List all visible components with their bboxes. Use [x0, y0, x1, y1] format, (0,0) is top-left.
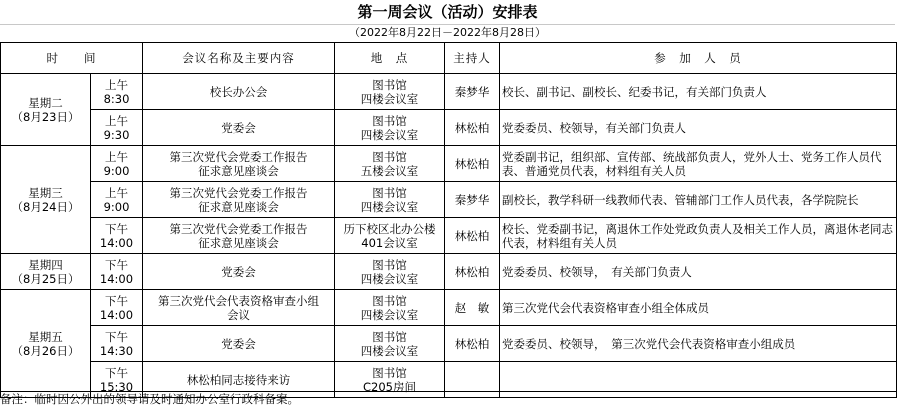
host-cell: 赵 敏 [445, 290, 500, 326]
location-cell [335, 110, 445, 146]
host-cell: 林松柏 [445, 218, 500, 254]
time-cell [91, 110, 143, 146]
location-cell [335, 182, 445, 218]
day-cell [1, 146, 91, 254]
meeting-line: 第三次党代会党委工作报告 [169, 185, 308, 200]
meeting-line: 党委会 [221, 264, 256, 279]
meeting-line: 第三次党代会代表资格审查小组 [158, 293, 319, 308]
period: 上午 [105, 77, 128, 92]
period: 下午 [105, 293, 128, 308]
meeting-line: 林松柏同志接待来访 [186, 372, 291, 387]
host-cell: 林松柏 [445, 254, 500, 290]
table-row [1, 146, 897, 182]
time-cell [91, 326, 143, 362]
time-cell [91, 290, 143, 326]
time: 14:00 [99, 307, 134, 322]
day-date: （8月24日） [11, 199, 80, 214]
attendees-cell: 党委委员、校领导， 第三次党代会代表资格审查小组成员 [500, 326, 897, 362]
time-cell [91, 254, 143, 290]
sheet-title: 第一周会议（活动）安排表 [0, 0, 895, 25]
attendees-cell: 第三次党代会代表资格审查小组全体成员 [500, 290, 897, 326]
host-cell: 林松柏 [445, 326, 500, 362]
time: 9:30 [103, 127, 130, 142]
location-line: 四楼会议室 [360, 271, 419, 286]
footnote: 备注：临时因公外出的领导请及时通知办公室行政科备案。 [0, 391, 897, 406]
host-cell: 林松柏 [445, 110, 500, 146]
meeting-line: 校长办公会 [209, 84, 268, 99]
location-cell [335, 254, 445, 290]
day-cell [1, 254, 91, 290]
time: 9:00 [103, 199, 130, 214]
day-date: （8月23日） [11, 109, 80, 124]
header-location: 地 点 [335, 43, 445, 74]
header-attendees: 参 加 人 员 [500, 43, 897, 74]
host-cell: 林松柏 [445, 146, 500, 182]
attendees-cell: 校长、党委副书记，离退休工作处党政负责人及相关工作人员，离退休老同志代表，材料组有关人员 [500, 218, 897, 254]
schedule-table [0, 42, 897, 398]
period: 下午 [105, 329, 128, 344]
meeting-cell [143, 290, 335, 326]
meeting-cell [143, 74, 335, 110]
meeting-cell [143, 326, 335, 362]
period: 下午 [105, 365, 128, 380]
time: 9:00 [103, 163, 130, 178]
header-meeting: 会议名称及主要内容 [143, 43, 335, 74]
location-line: 历下校区北办公楼 [343, 221, 436, 236]
day-name: 星期二 [28, 95, 63, 110]
meeting-cell [143, 182, 335, 218]
time: 14:30 [99, 343, 134, 358]
period: 上午 [105, 149, 128, 164]
location-line: 四楼会议室 [360, 199, 419, 214]
attendees-cell: 副校长，教学科研一线教师代表、管辅部门工作人员代表，各学院院长 [500, 182, 897, 218]
attendees-cell: 党委副书记，组织部、宣传部、统战部负责人，党外人士、党务工作人员代表、普通党员代表，材料组有关人员 [500, 146, 897, 182]
location-cell [335, 218, 445, 254]
period: 上午 [105, 113, 128, 128]
header-row [1, 43, 897, 74]
location-line: 401会议室 [361, 235, 418, 250]
day-name: 星期四 [28, 257, 63, 272]
date-range: （2022年8月22日－2022年8月28日） [349, 26, 546, 39]
location-cell [335, 74, 445, 110]
host-cell: 秦梦华 [445, 74, 500, 110]
day-cell [1, 74, 91, 146]
table-row [1, 218, 897, 254]
host-cell: 秦梦华 [445, 182, 500, 218]
location-line: 四楼会议室 [360, 91, 419, 106]
table-row [1, 74, 897, 110]
meeting-cell [143, 218, 335, 254]
meeting-line: 征求意见座谈会 [198, 163, 279, 178]
location-line: C205房间 [363, 379, 416, 394]
time: 15:30 [99, 379, 134, 394]
location-line: 图书馆 [372, 185, 407, 200]
location-line: 四楼会议室 [360, 127, 419, 142]
day-date: （8月26日） [11, 343, 80, 358]
meeting-line: 第三次党代会党委工作报告 [169, 149, 308, 164]
location-cell [335, 290, 445, 326]
header-time: 时 间 [1, 43, 143, 74]
location-line: 图书馆 [372, 77, 407, 92]
period: 上午 [105, 185, 128, 200]
table-row [1, 110, 897, 146]
attendees-cell: 校长、副书记、副校长、纪委书记，有关部门负责人 [500, 74, 897, 110]
time-cell [91, 146, 143, 182]
location-line: 图书馆 [372, 149, 407, 164]
table-row [1, 326, 897, 362]
location-line: 图书馆 [372, 293, 407, 308]
time-cell [91, 218, 143, 254]
time-cell [91, 74, 143, 110]
location-line: 四楼会议室 [360, 307, 419, 322]
table-row [1, 254, 897, 290]
location-line: 五楼会议室 [360, 163, 419, 178]
period: 下午 [105, 257, 128, 272]
meeting-line: 征求意见座谈会 [198, 199, 279, 214]
location-line: 图书馆 [372, 113, 407, 128]
time-cell [91, 182, 143, 218]
time: 14:00 [99, 235, 134, 250]
attendees-cell: 党委委员、校领导，有关部门负责人 [500, 110, 897, 146]
meeting-line: 党委会 [221, 336, 256, 351]
location-cell [335, 326, 445, 362]
header-host: 主持人 [445, 43, 500, 74]
location-line: 图书馆 [372, 329, 407, 344]
time: 14:00 [99, 271, 134, 286]
meeting-line: 会议 [227, 307, 250, 322]
location-cell [335, 146, 445, 182]
meeting-cell [143, 110, 335, 146]
day-name: 星期五 [28, 329, 63, 344]
meeting-line: 征求意见座谈会 [198, 235, 279, 250]
day-cell [1, 290, 91, 398]
meeting-cell [143, 146, 335, 182]
table-row [1, 182, 897, 218]
period: 下午 [105, 221, 128, 236]
location-line: 图书馆 [372, 365, 407, 380]
meeting-line: 第三次党代会党委工作报告 [169, 221, 308, 236]
location-line: 图书馆 [372, 257, 407, 272]
day-date: （8月25日） [11, 271, 80, 286]
attendees-cell: 党委委员、校领导， 有关部门负责人 [500, 254, 897, 290]
day-name: 星期三 [28, 185, 63, 200]
meeting-cell [143, 254, 335, 290]
meeting-line: 党委会 [221, 120, 256, 135]
table-row [1, 290, 897, 326]
location-line: 四楼会议室 [360, 343, 419, 358]
time: 8:30 [103, 91, 130, 106]
